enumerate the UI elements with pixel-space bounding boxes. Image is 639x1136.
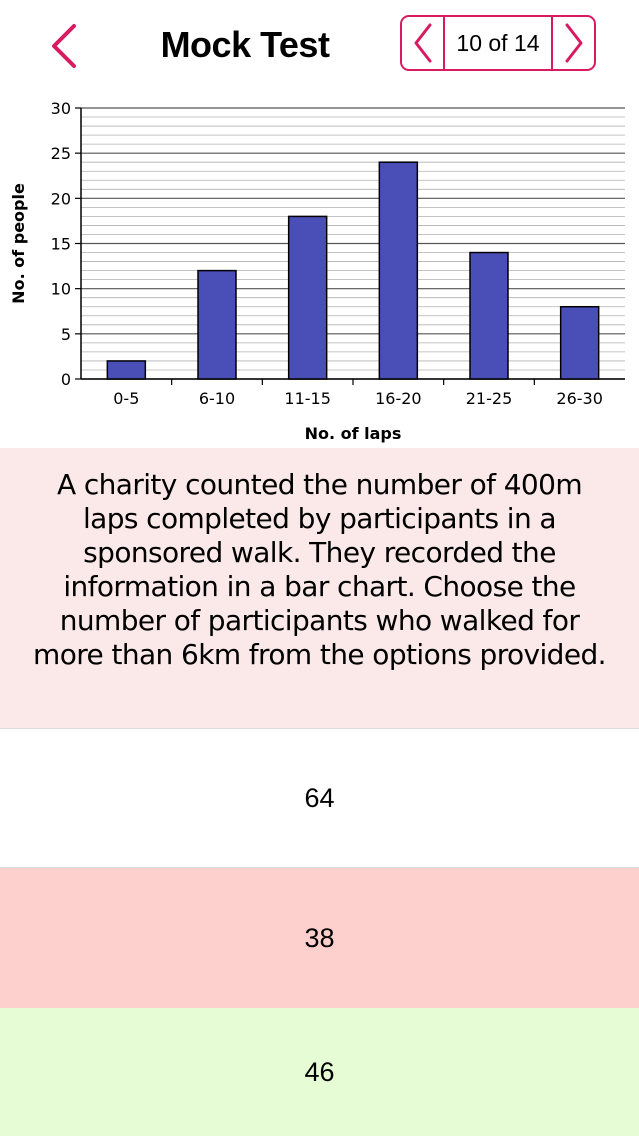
bar-0-5 — [107, 361, 145, 379]
question-text: A charity counted the number of 400m laps completed by participants in a sponsored walk. They recorded the information in a bar chart. Choose the number of participants who walked for more than 6km from the options provided. — [0, 448, 639, 728]
y-tick-label: 30 — [50, 99, 71, 118]
chevron-left-icon — [40, 18, 90, 74]
bar-6-10 — [198, 271, 236, 379]
back-button[interactable] — [40, 18, 90, 74]
bar-26-30 — [561, 307, 599, 379]
answer-option-1[interactable] — [0, 728, 639, 868]
previous-question-button[interactable] — [402, 17, 443, 69]
answer-option-label: 64 — [304, 782, 335, 813]
answer-option-2[interactable] — [0, 868, 639, 1008]
y-tick-label: 25 — [50, 144, 71, 164]
page-title: Mock Test — [160, 24, 330, 65]
bar-chart-svg — [0, 96, 639, 448]
chevron-right-icon — [559, 21, 589, 65]
answer-option-label: 46 — [304, 1056, 335, 1087]
x-tick-label: 16-20 — [375, 389, 422, 408]
question-counter: 10 of 14 — [443, 17, 553, 69]
bar-16-20 — [379, 162, 417, 379]
y-tick-label: 15 — [50, 234, 71, 254]
y-axis-label: No. of people — [9, 183, 28, 304]
x-axis-label: No. of laps — [304, 424, 402, 443]
next-question-button[interactable] — [553, 17, 594, 69]
y-tick-label: 0 — [60, 370, 71, 389]
y-tick-label: 5 — [60, 324, 71, 344]
question-pager — [400, 15, 596, 71]
x-tick-label: 26-30 — [556, 389, 603, 408]
x-tick-label: 11-15 — [284, 389, 331, 408]
bar-11-15 — [289, 216, 327, 379]
x-tick-label: 21-25 — [465, 389, 513, 408]
chevron-left-icon — [408, 21, 438, 65]
x-tick-label: 0-5 — [113, 389, 140, 408]
answer-option-label: 38 — [304, 922, 335, 953]
y-tick-label: 10 — [50, 279, 71, 299]
x-tick-label: 6-10 — [198, 389, 236, 408]
header — [0, 0, 639, 96]
answer-option-3[interactable] — [0, 1008, 639, 1136]
bar-21-25 — [470, 253, 508, 379]
y-tick-label: 20 — [50, 189, 71, 209]
bar-chart — [0, 96, 639, 448]
